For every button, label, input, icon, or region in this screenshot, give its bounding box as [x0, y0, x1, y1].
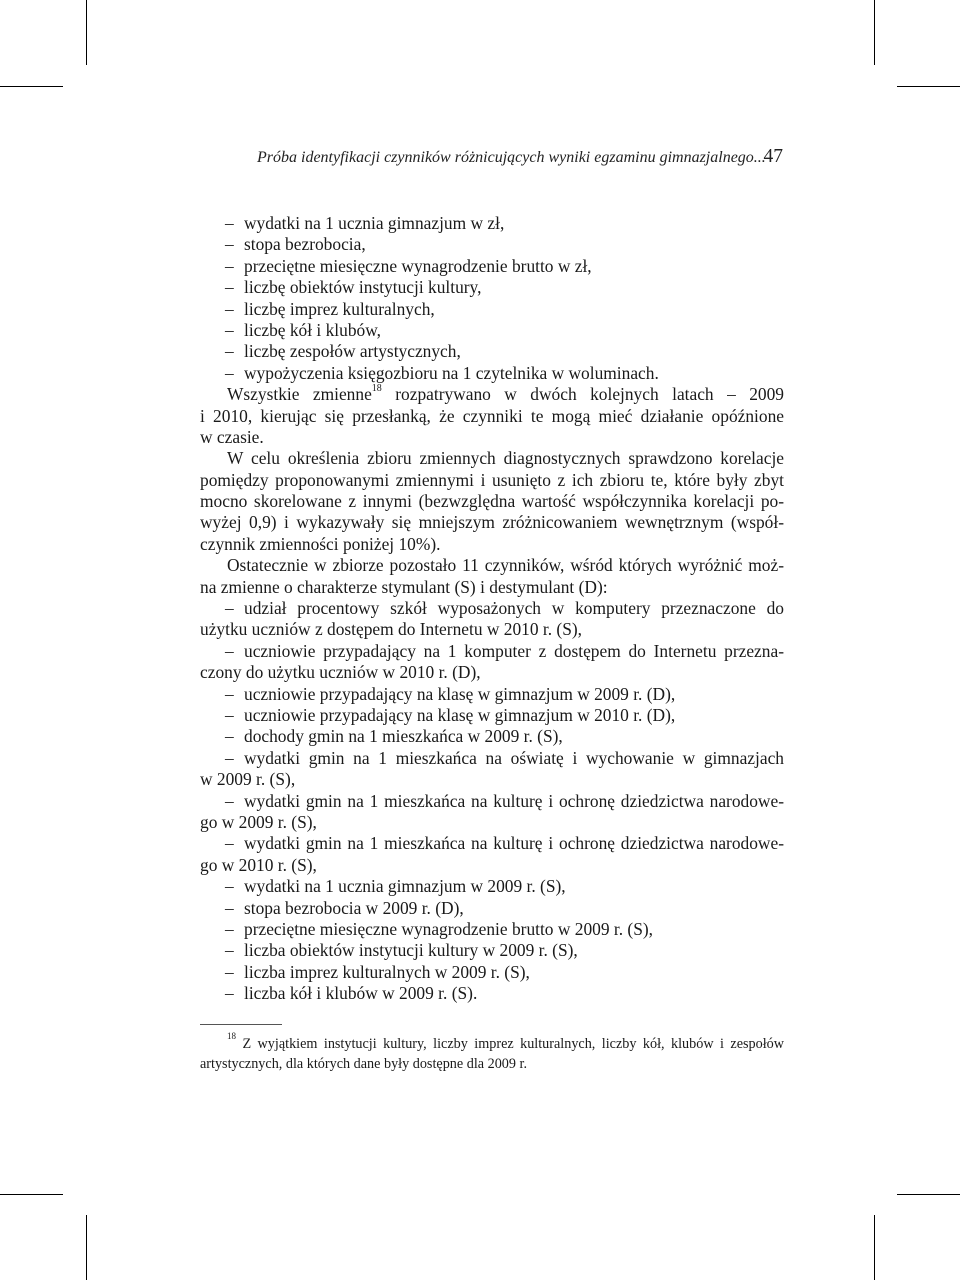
list-item-continuation: go w 2009 r. (S), — [200, 811, 317, 832]
footnote-line: $^{18}$ Z wyjątkiem instytucji kultury, liczby imprez kulturalnych, liczby kół, klubów i zespołów — [227, 1031, 784, 1052]
crop-mark-top-left — [86, 0, 87, 65]
paragraph-line: W celu określenia zbioru zmiennych diagnostycznych sprawdzono korelacje — [227, 448, 784, 469]
crop-mark-left-lower — [0, 1194, 63, 1195]
crop-mark-right-lower — [897, 1194, 960, 1195]
list-item: – liczba obiektów instytucji kultury w 2009 r. (S), — [225, 940, 578, 961]
paragraph — [200, 555, 784, 598]
list-item-continuation: w 2009 r. (S), — [200, 769, 296, 790]
list-item: – udział procentowy szkół wyposażonych w komputery przeznaczone do — [225, 598, 784, 619]
list-item: – wydatki na 1 ucznia gimnazjum w 2009 r. (S), — [225, 876, 566, 897]
list-item: – wydatki gmin na 1 mieszkańca na kulturę i ochronę dziedzictwa narodowe- — [225, 833, 784, 854]
running-header — [200, 146, 784, 170]
paragraph-line: mocno skorelowane z innymi (bezwzględna wartość współczynnika korelacji po- — [200, 491, 784, 512]
list-item: – wydatki gmin na 1 mieszkańca na kulturę i ochronę dziedzictwa narodowe- — [225, 790, 784, 811]
list-item: – przeciętne miesięczne wynagrodzenie brutto w zł, — [225, 255, 592, 276]
paragraph-line: pomiędzy proponowanymi zmiennymi i usunięto z ich zbioru te, które były zbyt — [200, 469, 784, 490]
list-item: – wypożyczenia księgozbioru na 1 czytelnika w woluminach. — [225, 362, 659, 383]
list-item: – przeciętne miesięczne wynagrodzenie brutto w 2009 r. (S), — [225, 918, 654, 939]
list-item: – liczba kół i klubów w 2009 r. (S). — [225, 983, 478, 1004]
paragraph-line: i 2010, kierując się przesłanką, że czynniki te mogą mieć działanie opóźnione — [200, 405, 784, 426]
paragraph-line: Ostatecznie w zbiorze pozostało 11 czynników, wśród których wyróżnić moż- — [227, 555, 784, 576]
list-item-continuation: czony do użytku uczniów w 2010 r. (D), — [200, 662, 481, 683]
list-item: – liczba imprez kulturalnych w 2009 r. (S), — [225, 961, 530, 982]
list-item-continuation: go w 2010 r. (S), — [200, 854, 317, 875]
list-item: – liczbę kół i klubów, — [225, 319, 382, 340]
running-title: Próba identyfikacji czynników różnicujących wyniki egzaminu gimnazjalnego... — [257, 149, 766, 166]
list-item: – uczniowie przypadający na 1 komputer z dostępem do Internetu przezna- — [225, 640, 784, 661]
list-item: – wydatki na 1 ucznia gimnazjum w zł, — [225, 213, 505, 233]
list-item: – liczbę imprez kulturalnych, — [225, 298, 435, 319]
crop-mark-right-upper — [897, 86, 960, 87]
list-item: – uczniowie przypadający na klasę w gimnazjum w 2009 r. (D), — [225, 683, 676, 704]
paragraph-line: czynnik zmienności poniżej 10%). — [200, 533, 441, 554]
page-number: 47 — [763, 146, 783, 167]
body-text — [200, 213, 784, 1004]
list-item: – uczniowie przypadający na klasę w gimnazjum w 2010 r. (D), — [225, 704, 676, 725]
list-item: – stopa bezrobocia w 2009 r. (D), — [225, 897, 464, 918]
paragraph — [200, 384, 784, 448]
variables-list — [200, 213, 784, 384]
paragraph-line: Wszystkie zmienne$^{18}$ rozpatrywano w dwóch kolejnych latach – 2009 — [227, 383, 784, 405]
crop-mark-top-right — [874, 0, 875, 65]
list-item: – wydatki gmin na 1 mieszkańca na oświatę i wychowanie w gimnazjach — [225, 747, 784, 768]
list-item: – dochody gmin na 1 mieszkańca w 2009 r. (S), — [225, 726, 563, 747]
crop-mark-bottom-right — [874, 1215, 875, 1280]
list-item: – stopa bezrobocia, — [225, 234, 366, 255]
list-item: – liczbę obiektów instytucji kultury, — [225, 277, 482, 298]
crop-mark-bottom-left — [86, 1215, 87, 1280]
final-factors-list — [200, 598, 784, 1004]
footnote — [200, 1031, 784, 1074]
footnote-line: artystycznych, dla których dane były dostępne dla 2009 r. — [200, 1056, 528, 1072]
footnote-separator — [200, 1024, 282, 1025]
footnote-number: 18 — [227, 1031, 236, 1042]
list-item-continuation: użytku uczniów z dostępem do Internetu w 2010 r. (S), — [200, 619, 583, 640]
paragraph-line: wyżej 0,9) i wykazywały się mniejszym zróżnicowaniem wewnętrznym (współ- — [200, 512, 784, 533]
paragraph-line: w czasie. — [200, 426, 264, 447]
paragraph — [200, 448, 784, 555]
list-item: – liczbę zespołów artystycznych, — [225, 341, 461, 362]
crop-mark-left-upper — [0, 86, 63, 87]
paragraph-line: na zmienne o charakterze stymulant (S) i destymulant (D): — [200, 576, 608, 597]
footnote-reference: 18 — [371, 383, 382, 395]
